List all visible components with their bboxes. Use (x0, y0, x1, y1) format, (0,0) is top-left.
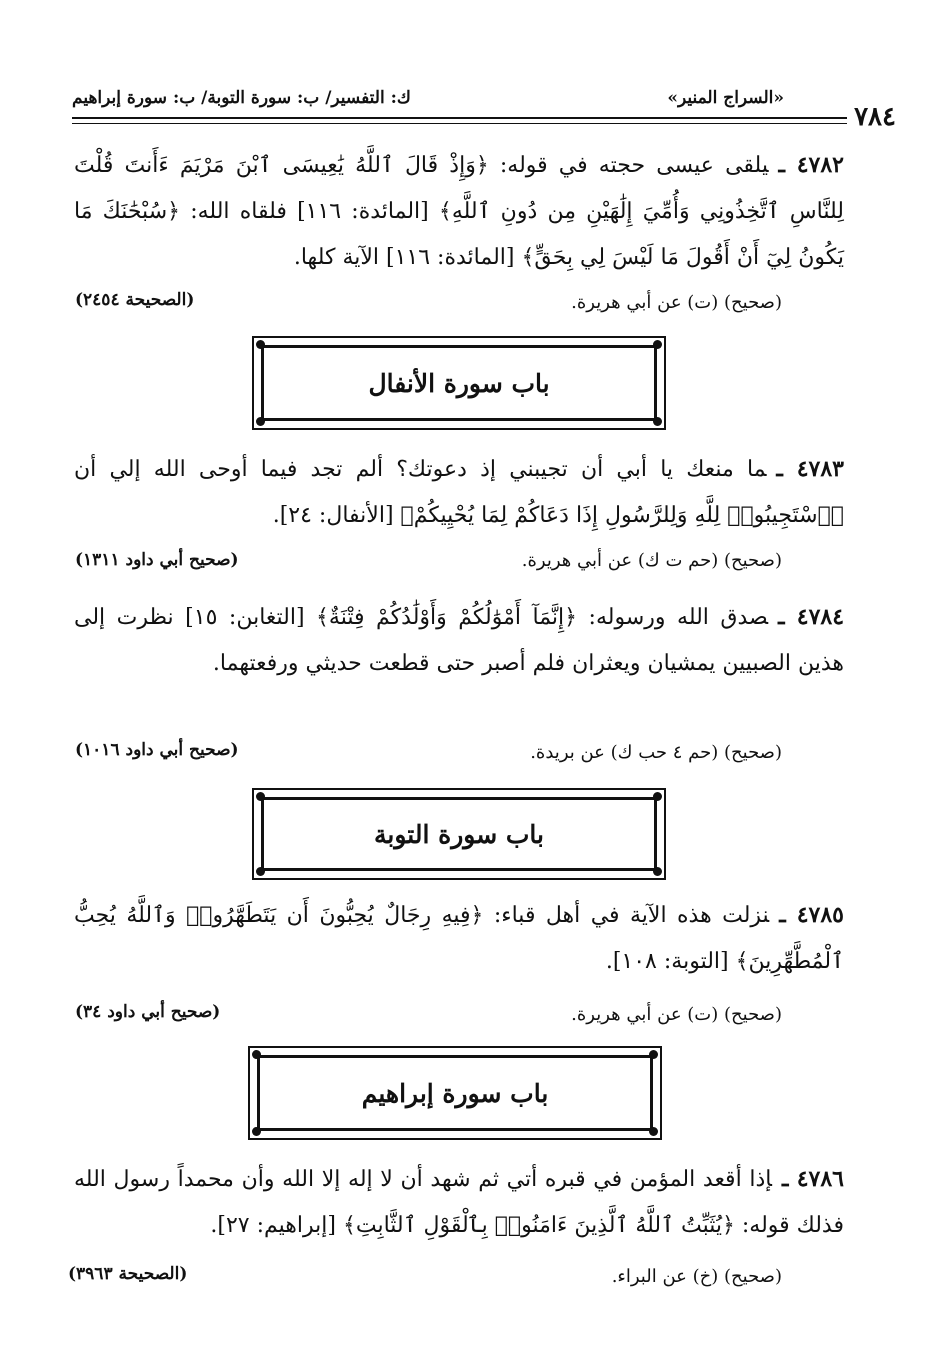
hadith-source: (صحيح) (حم ت ك) عن أبي هريرة. (521, 550, 782, 571)
frame-corner (256, 792, 265, 801)
hadith-grade: (صحيح أبي داود ١٠١٦) (75, 740, 239, 760)
hadith-text: يلقى عيسى حجته في قوله: ﴿وَإِذْ قَالَ ٱللَّهُ يَٰعِيسَى ٱبْنَ مَرْيَمَ ءَأَنتَ قُلْتَ لِلنَّاسِ ٱتَّخِذُونِي وَأُمِّيَ إِلَٰهَيْنِ مِن دُونِ ٱللَّهِ﴾ [المائدة: ١١٦] فلقاه الله: ﴿سُبْحَٰنَكَ مَا يَكُونُ لِيٓ أَنْ أَقُولَ مَا لَيْسَ لِي بِحَقٍّ﴾ [المائدة: ١١٦] الآية كلها. (74, 153, 844, 270)
chapter-heading-tawbah (252, 788, 666, 880)
hadith-source: (صحيح) (حم ٤ حب ك) عن بريدة. (530, 742, 782, 763)
running-header (72, 84, 896, 132)
hadith-source: (صحيح) (خ) عن البراء. (611, 1266, 782, 1287)
frame-corner (653, 792, 662, 801)
hadith-4784 (74, 594, 844, 687)
hadith-text: ما منعك يا أبي أن تجيبني إذ دعوتك؟ ألم تجد فيما أوحى الله إلي أن ﴿ٱسْتَجِيبُوا۟ لِلَّهِ وَلِلرَّسُولِ إِذَا دَعَاكُمْ لِمَا يُحْيِيكُمْ﴾ [الأنفال: ٢٤]. (74, 457, 844, 528)
frame-corner (649, 1050, 658, 1059)
hadith-text: إذا أقعد المؤمن في قبره أتي ثم شهد أن لا إله إلا الله وأن محمداً رسول الله فذلك قوله: ﴿يُثَبِّتُ ٱللَّهُ ٱلَّذِينَ ءَامَنُوا۟ بِٱلْقَوْلِ ٱلثَّابِتِ﴾ [إبراهيم: ٢٧]. (74, 1167, 844, 1238)
frame-corner (653, 867, 662, 876)
chapter-heading-ibrahim (248, 1046, 662, 1140)
hadith-source: (صحيح) (ت) عن أبي هريرة. (571, 1004, 782, 1025)
hadith-number: ٤٧٨٤ ـ (778, 604, 845, 630)
hadith-grade: (الصحيحة ٢٤٥٤) (75, 290, 195, 310)
hadith-grade: (صحيح أبي داود ١٣١١) (75, 550, 239, 570)
header-rule-thin (72, 123, 847, 124)
frame-corner (256, 417, 265, 426)
chapter-title: باب سورة إبراهيم (361, 1078, 549, 1108)
frame-corner (252, 1127, 261, 1136)
frame-corner (256, 867, 265, 876)
book-title: «السراج المنير» (667, 88, 784, 108)
hadith-4785 (74, 892, 844, 985)
frame-corner (256, 340, 265, 349)
chapter-heading-anfal (252, 336, 666, 430)
hadith-number: ٤٧٨٥ ـ (779, 902, 844, 928)
frame-corner (649, 1127, 658, 1136)
chapter-title: باب سورة التوبة (374, 819, 544, 849)
hadith-number: ٤٧٨٣ ـ (776, 456, 844, 482)
frame-corner (252, 1050, 261, 1059)
hadith-grade: (الصحيحة ٣٩٦٣) (68, 1264, 188, 1284)
chapter-title: باب سورة الأنفال (368, 368, 550, 398)
page-number: ٧٨٤ (854, 102, 896, 132)
frame-corner (653, 417, 662, 426)
hadith-number: ٤٧٨٢ ـ (778, 152, 844, 178)
header-rule-thick (72, 117, 847, 119)
hadith-text: صدق الله ورسوله: ﴿إِنَّمَآ أَمْوَٰلُكُمْ وَأَوْلَٰدُكُمْ فِتْنَةٌ﴾ [التغابن: ١٥] نظرت إلى هذين الصبيين يمشيان ويعثران فلم أصبر حتى قطعت حديثي ورفعتهما. (74, 605, 844, 676)
hadith-4782 (74, 142, 844, 281)
hadith-number: ٤٧٨٦ ـ (781, 1166, 844, 1192)
frame-corner (653, 340, 662, 349)
hadith-source: (صحيح) (ت) عن أبي هريرة. (571, 292, 782, 313)
chapter-path: ك: التفسير/ ب: سورة التوبة/ ب: سورة إبراهيم (72, 88, 411, 108)
hadith-grade: (صحيح أبي داود ٣٤) (75, 1002, 221, 1022)
hadith-text: نزلت هذه الآية في أهل قباء: ﴿فِيهِ رِجَالٌ يُحِبُّونَ أَن يَتَطَهَّرُوا۟ وَٱللَّهُ يُحِبُّ ٱلْمُطَّهِّرِينَ﴾ [التوبة: ١٠٨]. (74, 903, 844, 974)
hadith-4786 (74, 1156, 844, 1249)
hadith-4783 (74, 446, 844, 539)
